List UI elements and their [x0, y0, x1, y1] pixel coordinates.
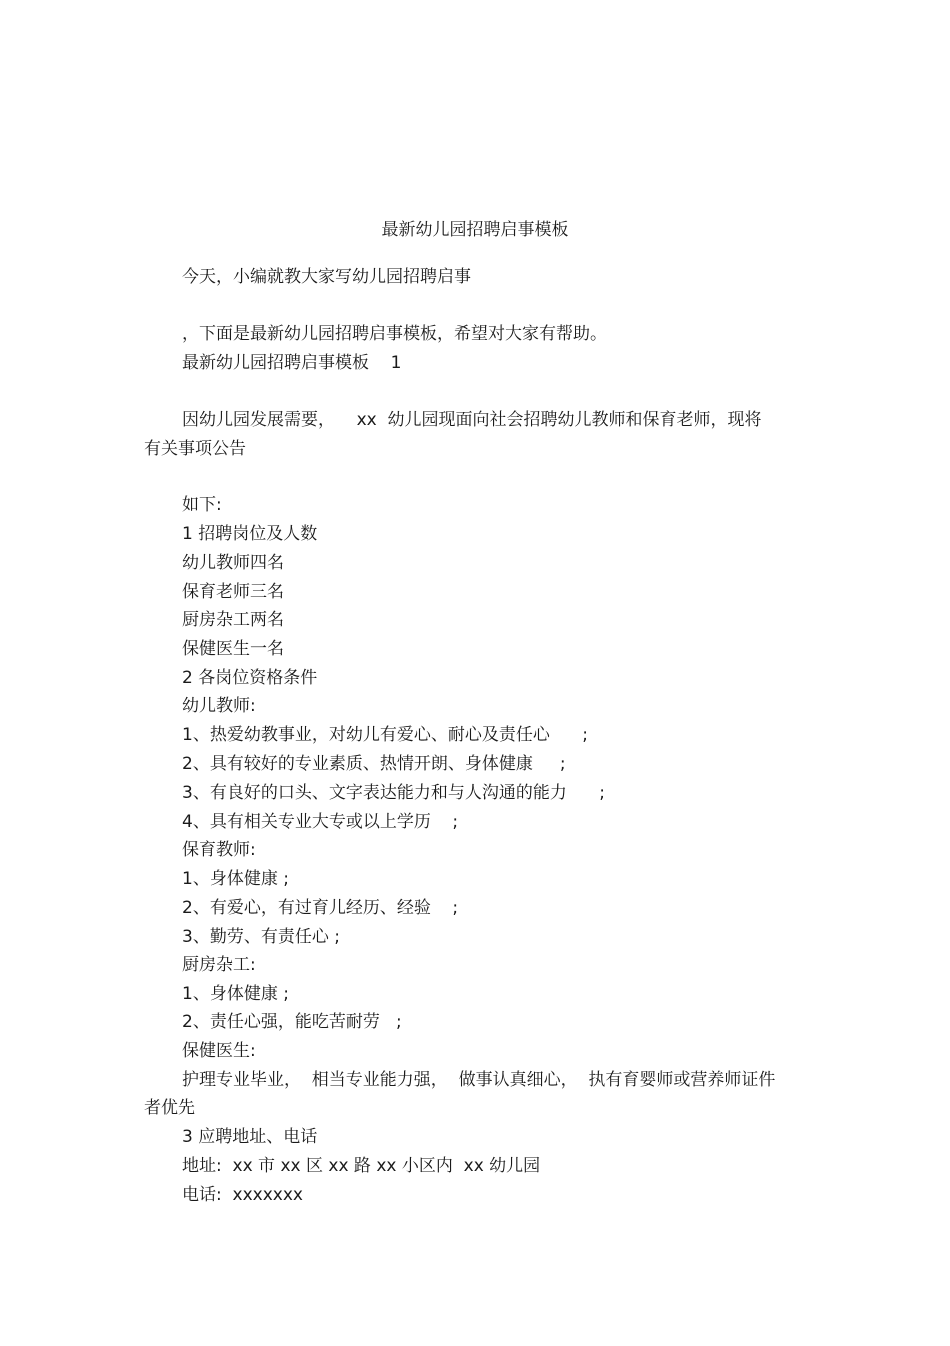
- teacher-requirement: 2、具有较好的专业素质、热情开朗、身体健康 ;: [182, 754, 566, 774]
- intro-line-1: 今天，小编就教大家写幼儿园招聘启事: [182, 267, 471, 287]
- address-line: 地址: xx 市 xx 区 xx 路 xx 小区内 xx 幼儿园: [182, 1156, 541, 1176]
- care-requirement: 1、身体健康 ;: [182, 869, 289, 889]
- teacher-requirement: 1、热爱幼教事业，对幼儿有爱心、耐心及责任心 ;: [182, 725, 588, 745]
- template-subtitle: 最新幼儿园招聘启事模板 1: [182, 353, 402, 373]
- position-item: 保健医生一名: [182, 639, 284, 659]
- doctor-requirement-line-1: 护理专业毕业， 相当专业能力强， 做事认真细心， 执有育婴师或营养师证件: [182, 1070, 776, 1090]
- care-requirement: 3、勤劳、有责任心 ;: [182, 927, 340, 947]
- care-teacher-heading: 保育教师:: [182, 840, 256, 860]
- section-heading-qualifications: 2 各岗位资格条件: [182, 668, 318, 688]
- doctor-requirement-line-2: 者优先: [144, 1098, 195, 1118]
- paragraph-line-2: 有关事项公告: [144, 439, 246, 459]
- section-heading-positions: 1 招聘岗位及人数: [182, 524, 318, 544]
- teacher-heading: 幼儿教师:: [182, 696, 256, 716]
- as-follows-label: 如下:: [182, 495, 222, 515]
- doctor-heading: 保健医生:: [182, 1041, 256, 1061]
- teacher-requirement: 3、有良好的口头、文字表达能力和与人沟通的能力 ;: [182, 783, 605, 803]
- kitchen-heading: 厨房杂工:: [182, 955, 256, 975]
- document-title: 最新幼儿园招聘启事模板: [381, 220, 569, 240]
- intro-line-2: ，下面是最新幼儿园招聘启事模板，希望对大家有帮助。: [182, 324, 607, 344]
- kitchen-requirement: 1、身体健康 ;: [182, 984, 289, 1004]
- care-requirement: 2、有爱心，有过育儿经历、经验 ;: [182, 898, 459, 918]
- kitchen-requirement: 2、责任心强，能吃苦耐劳 ;: [182, 1012, 402, 1032]
- teacher-requirement: 4、具有相关专业大专或以上学历 ;: [182, 812, 459, 832]
- paragraph-line-1: 因幼儿园发展需要， xx 幼儿园现面向社会招聘幼儿教师和保育老师，现将: [182, 410, 762, 430]
- position-item: 厨房杂工两名: [182, 610, 284, 630]
- position-item: 保育老师三名: [182, 582, 284, 602]
- section-heading-contact: 3 应聘地址、电话: [182, 1127, 318, 1147]
- position-item: 幼儿教师四名: [182, 553, 284, 573]
- phone-line: 电话: xxxxxxx: [182, 1185, 303, 1205]
